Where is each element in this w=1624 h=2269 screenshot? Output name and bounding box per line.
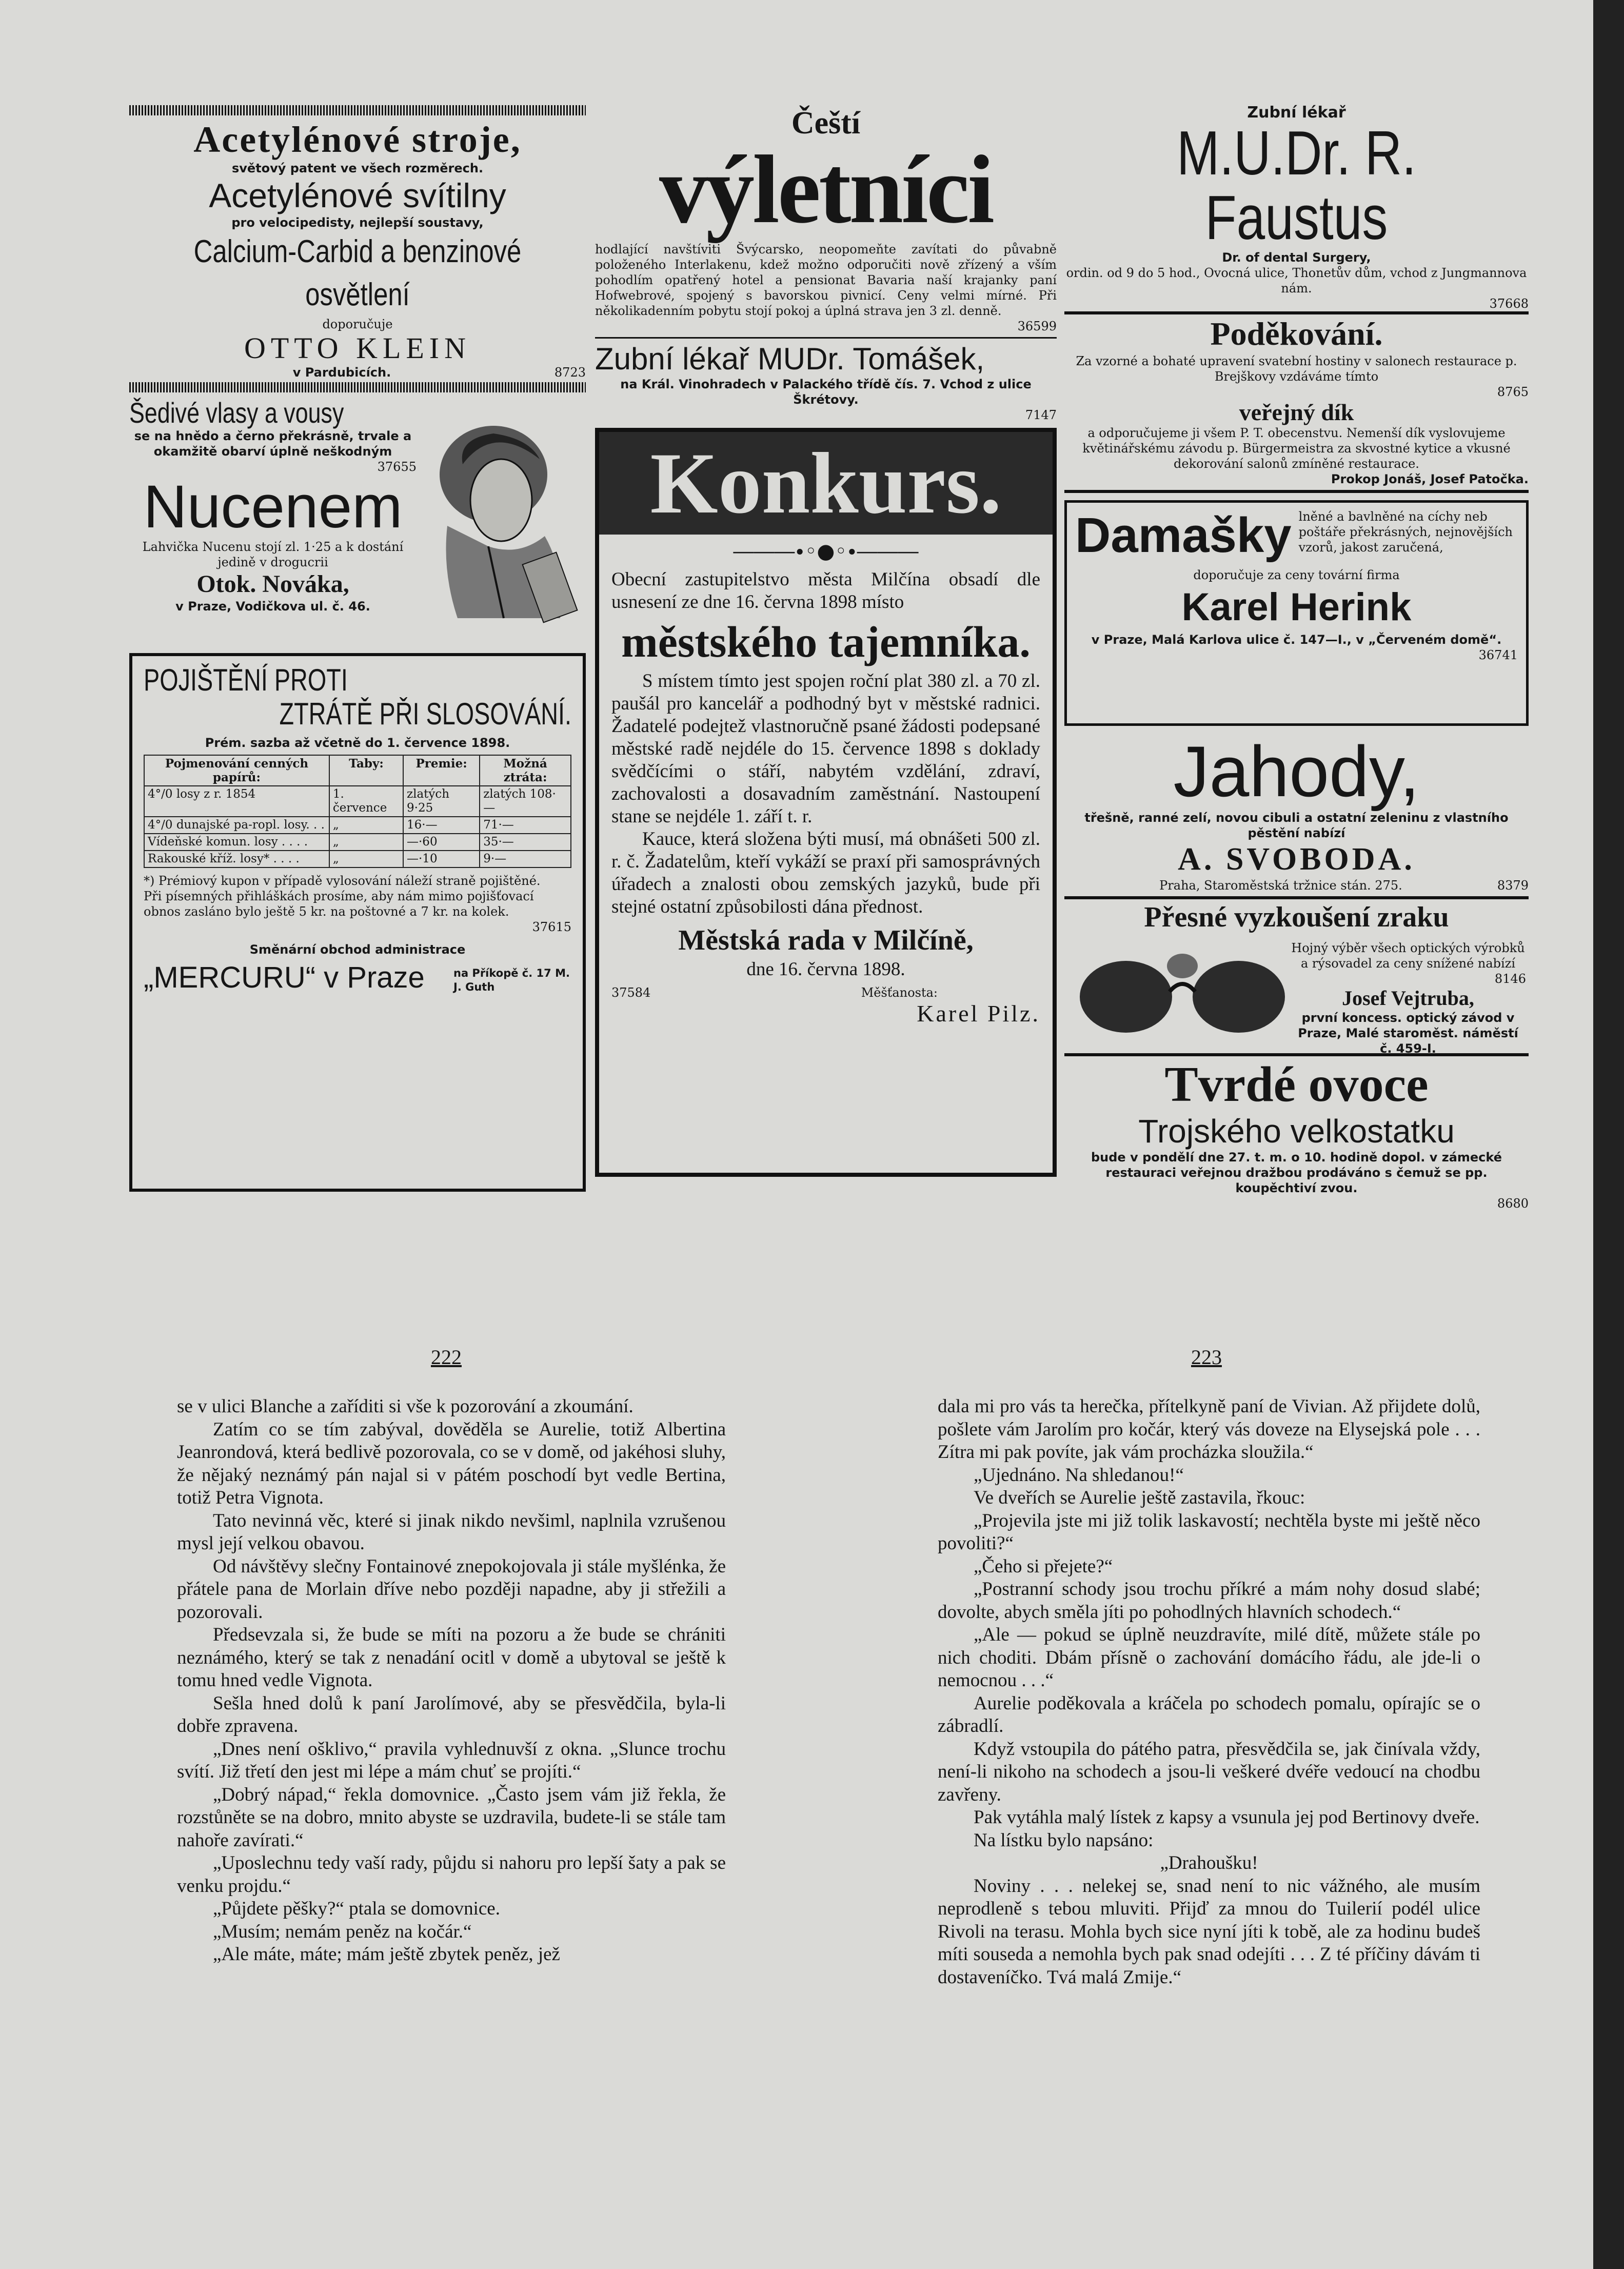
paragraph: „Postranní schody jsou trochu příkré a mám nohy dosud slabé; dovolte, abych směla jíti po pohodlných hlavních schodech.“ [938,1579,1480,1623]
trip-title1: Čeští [791,106,861,141]
woman-portrait-illustration [427,403,581,639]
paragraph: Ve dveřích se Aurelie ještě zastavila, řkouc: [974,1487,1305,1508]
thanks-signers: Prokop Jonáš, Josef Patočka. [1331,472,1529,486]
paragraph: „Drahoušku! [1160,1852,1258,1873]
paragraph: „Dnes není ošklivo,“ pravila vyhlednuvší z okna. „Slunce trochu svítí. Již třetí den jest mi lépe a mám chuť se projíti.“ [177,1738,726,1782]
thanks-title: Poděkování. [1210,315,1383,352]
tomasek-dentist-ad [595,342,1057,423]
mercur-name: „MERCURU“ v Praze [144,961,425,994]
table-cell: 9·— [480,851,571,867]
hair-dye-ad [129,392,586,649]
paragraph: se v ulici Blanche a zaříditi si vše k pozorování a zkoumání. [177,1396,633,1417]
insurance-table [144,755,571,868]
table-cell: 4°/0 dunajské pa-ropl. losy. . . [144,817,329,834]
mercur-address: na Příkopě č. 17 M. J. Guth [453,967,570,993]
konkurs-text1: S místem tímto jest spojen roční plat 380 zl. a 70 zl. paušál pro kancelář a podhodný byt v městské radnici. Žadatelé podejtež vlastnoručně psané žádosti podepsané městské radě nejdéle do 15. července 1898 s doklady svědčícími o stáří, nabytém vzdělání, zdraví, zachovalosti a dosavadním zaměstnání. Nastoupení stane se nejdéle 1. září t. r. [611,670,1040,827]
eye-test-name: Josef Vejtruba, [1342,986,1474,1010]
fruit-text: bude v pondělí dne 27. t. m. o 10. hodině dopol. v zámecké restauraci veřejnou dražbou prodáváno s čemuž se pp. koupěchtiví zvou. [1091,1150,1502,1195]
hair-ad-shop: Otok. Nováka, [196,570,349,598]
spectacles-illustration [1070,945,1295,1043]
faustus-hours: ordin. od 9 do 5 hod., Ovocná ulice, Thonetův dům, vchod z Jungmannova nám. [1066,266,1527,295]
tomasek-address: na Král. Vinohradech v Palackého třídě čís. 7. Vchod z ulice Škrétovy. [620,377,1032,407]
paragraph: Když vstoupila do pátého patra, přesvědčila se, jak činívala vždy, není-li nikoho na schodech a jsou-li veškeré dvéře vedoucí na chodbu zavřeny. [938,1738,1480,1805]
faustus-label: Zubní lékař [1247,104,1346,122]
middle-ad-column [595,105,1057,1177]
table-cell: 71·— [480,817,571,834]
story-text-right [938,1395,1480,1989]
faustus-ad [1064,105,1529,311]
insurance-ad [129,653,586,1192]
table-cell: Vídeňské komun. losy . . . . [144,834,329,851]
paragraph: Noviny . . . nelekej se, snad není to nic vážného, ale musím neprodleně s tebou mluviti. Přijď za mnou do Tuilerií podél ulice Rivoli na terasu. Mohla bych sice nyní jíti k tobě, ale za hodinu budeš míti souseda a nemohla bych pak snad odejíti . . . Z té příčiny dávám ti dostaveníčko. Tvá malá Zmije.“ [938,1875,1480,1988]
paragraph: „Musím; nemám peněz na kočár.“ [213,1921,472,1942]
konkurs-position: městského tajemníka. [621,617,1031,666]
hair-ad-number: 37655 [377,460,417,474]
damask-address: v Praze, Malá Karlova ulice č. 147—I., v „Červeném domě“. [1091,633,1502,647]
acetylene-line2: pro velocipedisty, nejlepší soustavy, [231,215,484,230]
insurance-note1: *) Prémiový kupon v případě vylosování náleží straně pojištěné. [144,874,541,888]
paragraph: „Čeho si přejete?“ [974,1555,1113,1577]
damask-recommend: doporučuje za ceny tovární firma [1193,568,1400,582]
top-border-decoration [129,105,586,115]
fruit-title: Tvrdé ovoce [1164,1057,1429,1112]
paragraph: „Uposlechnu tedy vaší rady, půjdu si nahoru pro lepší šaty a pak se venku projdu.“ [177,1852,726,1897]
insurance-title1: POJIŠTĚNÍ PROTI [144,663,348,697]
page-number-right: 223 [1191,1346,1222,1369]
paragraph: Od návštěvy slečny Fontainové znepokojovala ji stále myšlénka, že přátele pana de Morlain dříve nebo později napadne, aby ji střežili a pozorovali. [177,1555,726,1623]
table-header: Možná ztráta: [480,755,571,786]
left-ad-column [129,105,586,1192]
paragraph: „Projevila jste mi již tolik laskavostí; nechtěla byste mi ještě něco povoliti?“ [938,1510,1480,1554]
paragraph: „Půjdete pěšky?“ ptala se domovnice. [213,1898,500,1919]
table-cell: 16·— [403,817,480,834]
hair-ad-brand: Nucenem [143,473,403,541]
damask-ad-number: 36741 [1478,648,1518,662]
table-cell: Rakouské kříž. losy* . . . . [144,851,329,867]
faustus-name: M.U.Dr. R. Faustus [1177,118,1416,252]
hair-ad-text: se na hnědo a černo překrásně, trvale a okamžitě obarví úplně neškodným [134,429,412,459]
thanks-ad [1064,314,1529,487]
table-row [144,786,571,817]
trip-text: hodlající navštíviti Švýcarsko, neopomeňte zavítati do půvabně položeného Interlakenu, kdež možno odporučiti nově zřízený a vším pohodlím opatřený hotel a pensionat Bavaria naší krajanky paní Hofwebrové, spojený s bavorskou pivnicí. Ceny velmi mírné. Při několikadenním pobytu stojí pokoj a úplná strava jen 3 zl. denně. [595,242,1057,318]
acetylene-ad-number: 8723 [554,365,586,380]
hair-ad-address: v Praze, Vodičkova ul. č. 46. [175,599,370,614]
paragraph: Aurelie poděkovala a kráčela po schodech pomalu, opírajíc se o zábradlí. [938,1692,1480,1737]
table-cell: zlatých 108·— [480,786,571,817]
damask-title: Damašky [1075,508,1292,563]
acetylene-title: Acetylénové stroje, [193,119,522,160]
scan-edge [1593,0,1624,2269]
paragraph: „Ale máte, máte; mám ještě zbytek peněz, jež [213,1944,560,1965]
eye-test-ad-number: 8146 [1494,972,1526,986]
paragraph: Sešla hned dolů k paní Jarolímové, aby se přesvědčila, byla-li dobře zpravena. [177,1692,726,1737]
story-text-left [177,1395,726,1966]
thanks-public: veřejný dík [1239,399,1354,425]
table-cell: —·60 [403,834,480,851]
table-cell: 1. července [329,786,403,817]
strawberry-address: Praha, Staroměstská tržnice stán. 275. [1159,878,1402,893]
faustus-ad-number: 37668 [1489,297,1529,311]
hair-ad-price: Lahvička Nucenu stojí zl. 1·25 a k dostání jedině v drogucrii [142,540,404,569]
table-row [144,817,571,834]
konkurs-ad-number: 37584 [611,985,651,1000]
eye-test-text: Hojný výběr všech optických výrobků a rýsovadel za ceny snížené nabízí [1291,941,1525,971]
acetylene-heading2: Acetylénové svítilny [209,176,506,214]
table-cell: „ [329,834,403,851]
eye-test-ad [1064,899,1529,1056]
konkurs-council: Městská rada v Milčíně, [678,924,974,956]
table-cell: zlatých 9·25 [403,786,480,817]
insurance-note2: Při písemných přihláškách prosíme, aby nám mimo pojišťovací obnos zasláno bylo ještě 5 kr. na poštovné a 7 kr. na kolek. [144,889,534,919]
konkurs-date: dne 16. června 1898. [746,959,905,980]
thanks-text2: a odporučujeme ji všem P. T. obecenstvu. Nemenší dík vyslovujeme květinářskému závodu p. Bürgermeistra za skvostné kytice a vkusné dekorování salonů zmíněné restaurace. [1082,426,1511,471]
hair-ad-title: Šedivé vlasy a vousy [129,397,344,429]
konkurs-mayor-label: Měšťanosta: [861,985,938,1000]
acetylene-ad [129,115,586,380]
strawberry-title: Jahody, [1173,731,1420,812]
insurance-rate: Prém. sazba až včetně do 1. července 1898. [205,736,510,750]
acetylene-company: OTTO KLEIN [244,331,471,365]
trip-ad-number: 36599 [1017,319,1057,333]
table-header: Pojmenování cenných papírů: [144,755,329,786]
fruit-ad-number: 8680 [1497,1196,1529,1211]
thanks-text1: Za vzorné a bohaté upravení svatební hostiny v salonech restaurace p. Brejškovy vzdáváme tímto [1076,354,1517,384]
table-cell: „ [329,817,403,834]
acetylene-heading3: Calcium-Carbid a benzinové osvětlení [193,234,522,312]
konkurs-title: Konkurs. [599,432,1053,535]
table-cell: 35·— [480,834,571,851]
separator-bar [129,382,586,392]
acetylene-city: v Pardubicích. [292,365,391,380]
eye-test-title: Přesné vyzkoušení zraku [1144,901,1449,933]
paragraph: „Ujednáno. Na shledanou!“ [974,1464,1184,1486]
paragraph: „Dobrý nápad,“ řekla domovnice. „Často jsem vám již řekla, že rozstůněte se na dobro, mnito abyste se uzdravila, budete-li se stále tam nahoře zavírati.“ [177,1784,726,1851]
damask-ad [1064,500,1529,726]
insurance-office: Směnární obchod administrace [249,942,466,957]
strawberry-text: třešně, ranné zelí, novou cibuli a ostatní zeleninu z vlastního pěstění nabízí [1084,811,1509,840]
konkurs-intro: Obecní zastupitelstvo města Milčína obsadí dle usnesení ze dne 16. června 1898 místo [611,569,1040,613]
konkurs-text2: Kauce, která složena býti musí, má obnášeti 500 zl. r. č. Žadatelům, kteří vykáží se praxí při samosprávných úřadech a znalosti obou zemských jazyků, bude při stejné ostatní způsobilosti dána přednost. [611,828,1040,917]
table-header: Premie: [403,755,480,786]
paragraph: dala mi pro vás ta herečka, přítelkyně paní de Vivian. Až přijdete dolů, pošlete vám Jarolím pro kočár, který vás doveze na Elysejská pole . . . Zítra mi pak povíte, jak vám procházka sloužila.“ [938,1396,1480,1463]
page-number-left: 222 [431,1346,462,1369]
table-cell: „ [329,851,403,867]
eye-test-address: první koncess. optický závod v Praze, Malé staroměst. náměstí č. 459-I. [1298,1011,1518,1056]
table-cell: —·10 [403,851,480,867]
table-header: Taby: [329,755,403,786]
insurance-title2: ZTRÁTĚ PŘI SLOSOVÁNÍ. [279,697,571,731]
paragraph: Předsevzala si, že bude se míti na pozoru a že bude se chrániti neznámého, který se tak z nenadání ocitl v domě a ubytoval se ještě k tomu hned vedle Vignota. [177,1624,726,1691]
thanks-ad-number: 8765 [1497,385,1529,399]
fruit-subtitle: Trojského velkostatku [1138,1113,1455,1150]
acetylene-recommends: doporučuje [322,317,393,331]
table-row [144,834,571,851]
strawberry-ad [1064,733,1529,893]
strawberry-ad-number: 8379 [1497,878,1529,893]
paragraph: Tato nevinná věc, které si jinak nikdo nevšiml, naplnila vzrušenou mysl její velkou obavou. [177,1510,726,1554]
faustus-degree: Dr. of dental Surgery, [1222,250,1371,265]
damask-text: lněné a bavlněné na cíchy neb poštáře překrásných, nejnovějších vzorů, jakost zaručená, [1298,509,1513,555]
paragraph: Na lístku bylo napsáno: [974,1829,1154,1851]
insurance-note-number: 37615 [532,920,571,934]
konkurs-mayor: Karel Pilz. [917,1000,1040,1027]
damask-company: Karel Herink [1181,585,1412,629]
konkurs-ornament: ―――∙◦●◦∙――― [733,540,919,563]
trip-title2: výletníci [659,136,993,244]
table-cell: 4°/0 losy z r. 1854 [144,786,329,817]
table-row [144,851,571,867]
trip-ad [595,105,1057,334]
right-ad-column [1064,105,1529,1211]
strawberry-seller: A. SVOBODA. [1178,842,1415,877]
acetylene-subtitle: světový patent ve všech rozměrech. [231,161,484,175]
tomasek-title: Zubní lékař MUDr. Tomášek, [595,342,985,376]
paragraph: Zatím co se tím zabýval, dověděla se Aurelie, totiž Albertina Jeanrondová, která bedlivě pozorovala, co se v domě, od jakéhosi sluhy, že nějaký neznámý pán najal si v pátém poschodí byt vedle Bertina, totiž Petra Vignota. [177,1418,726,1508]
paragraph: „Ale — pokud se úplně neuzdravíte, milé dítě, můžete stále po nich choditi. Dbám přísně o zachování domácího řádu, ale jde-li o nemocnou . . .“ [938,1624,1480,1691]
fruit-ad [1064,1056,1529,1211]
tomasek-ad-number: 7147 [1025,408,1057,422]
paragraph: Pak vytáhla malý lístek z kapsy a vsunula jej pod Bertinovy dveře. [974,1807,1480,1828]
konkurs-ad [595,428,1057,1177]
